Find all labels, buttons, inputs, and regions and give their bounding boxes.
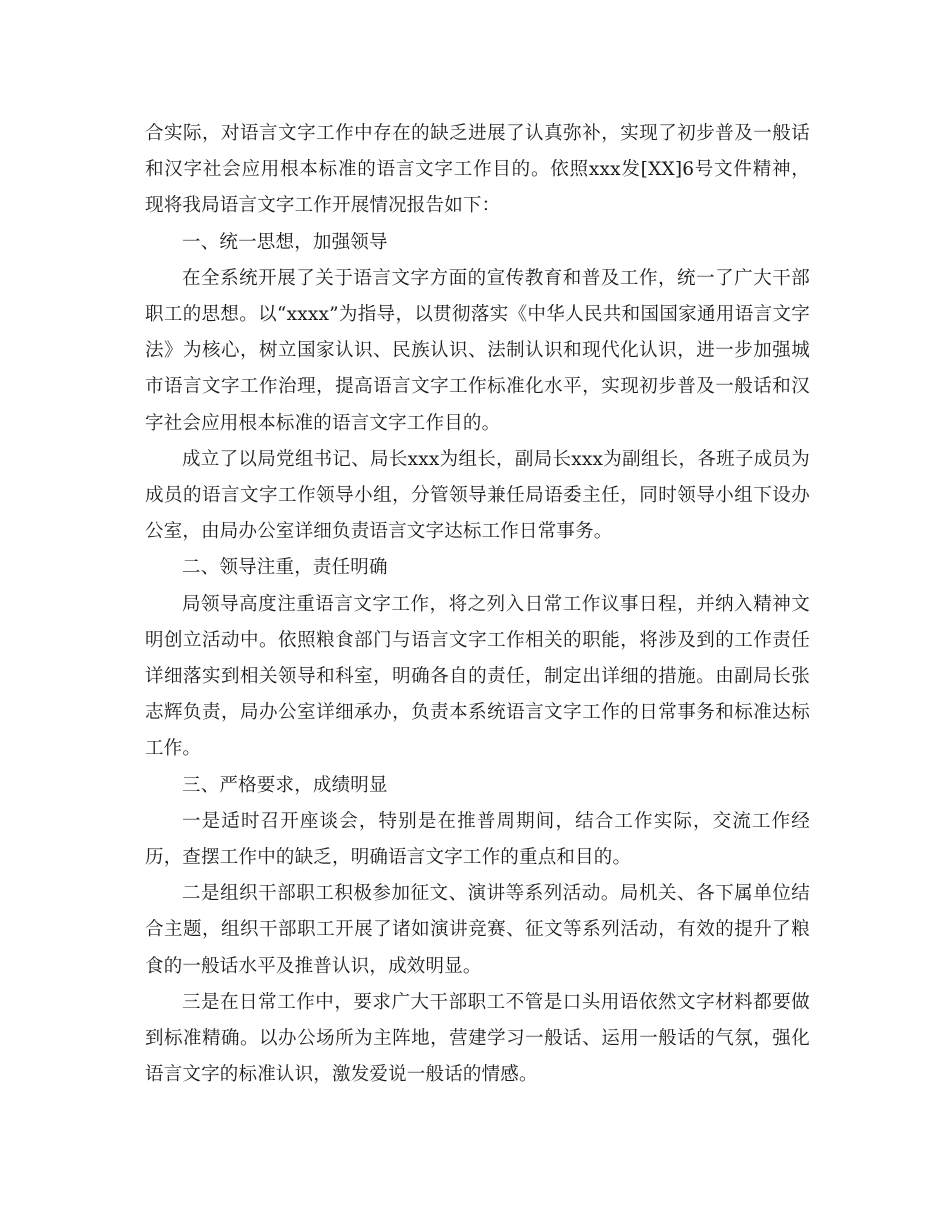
section-heading-3: 三、严格要求，成绩明显 <box>182 774 388 796</box>
paragraph: 二是组织干部职工积极参加征文、演讲等系列活动。局机关、各下属单位结合主题，组织干部职工开展了诸如演讲竞赛、征文等系列活动，有效的提升了粮食的一般话水平及推普认识，成效明显。 <box>145 883 810 977</box>
paragraph-continued: 合实际，对语言文字工作中存在的缺乏进展了认真弥补，实现了初步普及一般话和汉字社会应用根本标准的语言文字工作目的。依照xxx发[XX]6号文件精神，现将我局语言文字工作开展情况报告如下： <box>145 123 810 217</box>
paragraph: 在全系统开展了关于语言文字方面的宣传教育和普及工作，统一了广大干部职工的思想。以“xxxx”为指导，以贯彻落实《中华人民共和国国家通用语言文字法》为核心，树立国家认识、民族认识、法制认识和现代化认识，进一步加强城市语言文字工作治理，提高语言文字工作标准化水平，实现初步普及一般话和汉字社会应用根本标准的语言文字工作目的。 <box>145 267 810 434</box>
paragraph: 三是在日常工作中，要求广大干部职工不管是口头用语依然文字材料都要做到标准精确。以办公场所为主阵地，营建学习一般话、运用一般话的气氛，强化语言文字的标准认识，激发爱说一般话的情感。 <box>145 991 810 1086</box>
paragraph: 成立了以局党组书记、局长xxx为组长，副局长xxx为副组长，各班子成员为成员的语言文字工作领导小组，分管领导兼任局语委主任，同时领导小组下设办公室，由局办公室详细负责语言文字达标工作日常事务。 <box>145 448 810 543</box>
section-heading-2: 二、领导注重，责任明确 <box>182 557 388 579</box>
document-body <box>145 116 810 1093</box>
paragraph: 一是适时召开座谈会，特别是在推普周期间，结合工作实际，交流工作经历，查摆工作中的缺乏，明确语言文字工作的重点和目的。 <box>145 810 810 869</box>
section-heading-1: 一、统一思想，加强领导 <box>182 231 388 253</box>
paragraph: 局领导高度注重语言文字工作，将之列入日常工作议事日程，并纳入精神文明创立活动中。依照粮食部门与语言文字工作相关的职能，将涉及到的工作责任详细落实到相关领导和科室，明确各自的责任，制定出详细的措施。由副局长张志辉负责，局办公室详细承办，负责本系统语言文字工作的日常事务和标准达标工作。 <box>145 593 810 760</box>
